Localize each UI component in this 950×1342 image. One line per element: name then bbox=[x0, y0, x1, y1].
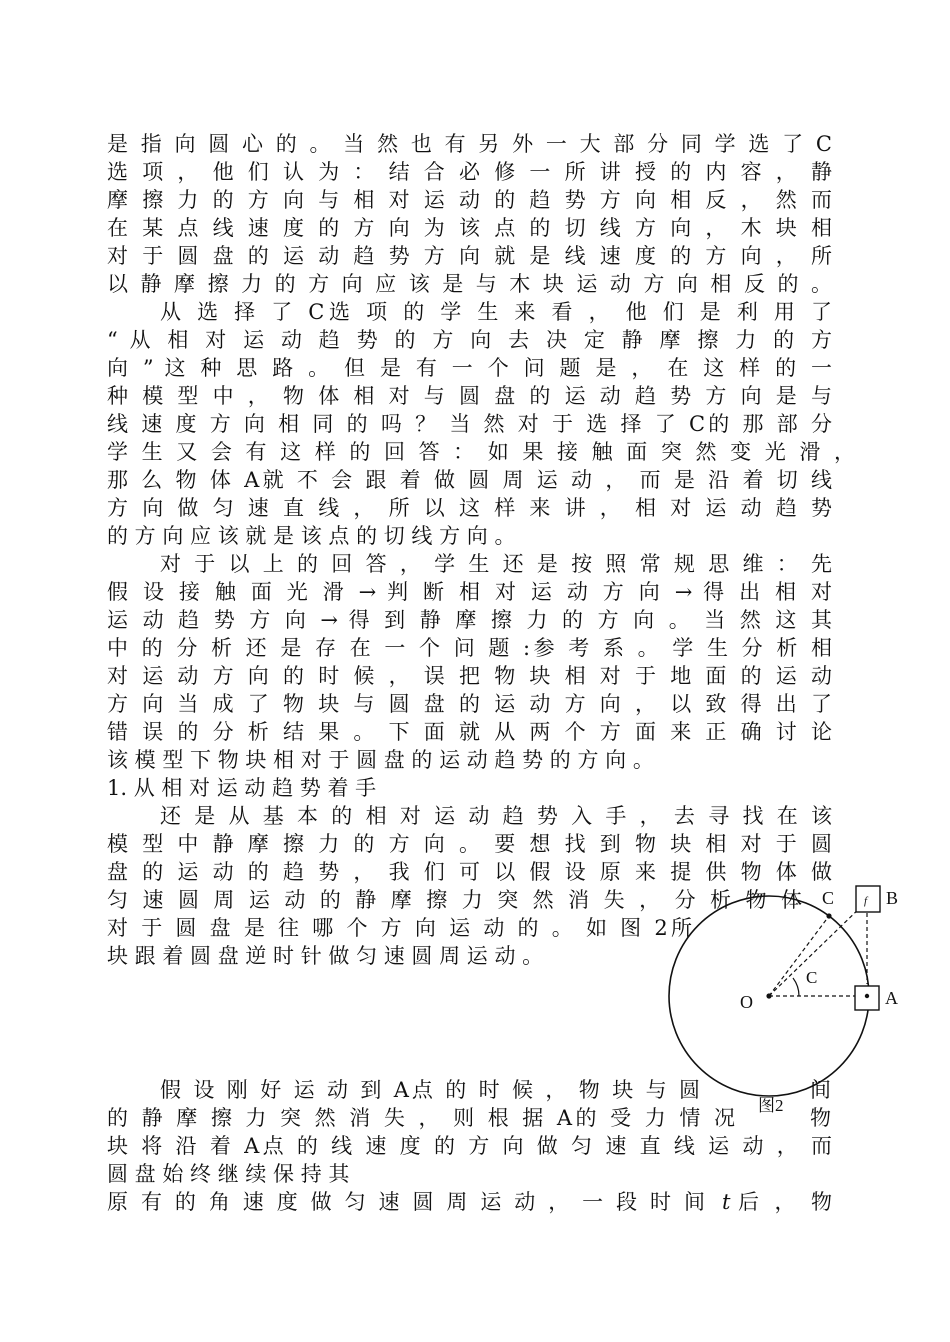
label-o: O bbox=[740, 992, 753, 1012]
point-a bbox=[865, 994, 869, 998]
paragraph-line: 对 于 圆 盘 的 运 动 趋 势 方 向 就 是 线 速 度 的 方 向 ， 所 bbox=[107, 244, 832, 268]
label-b: B bbox=[886, 888, 899, 908]
paragraph-line: 的 方 向 应 该 就 是 该 点 的 切 线 方 向 。 bbox=[107, 524, 516, 548]
paragraph-line: 盘 的 运 动 的 趋 势 ， 我 们 可 以 假 设 原 来 提 供 物 体 做 bbox=[107, 860, 832, 884]
figure-caption: 图2 bbox=[758, 1096, 784, 1115]
section-heading: 1. 从 相 对 运 动 趋 势 着 手 bbox=[107, 776, 377, 800]
paragraph-line: 那 么 物 体 A就 不 会 跟 着 做 圆 周 运 动 ， 而 是 沿 着 切 线 bbox=[107, 468, 832, 492]
block-b bbox=[856, 886, 880, 912]
paragraph-line: 对 运 动 方 向 的 时 候 ， 误 把 物 块 相 对 于 地 面 的 运 动 bbox=[107, 664, 832, 688]
paragraph-line: 学 生 又 会 有 这 样 的 回 答 ： 如 果 接 触 面 突 然 变 光 滑 ， bbox=[107, 440, 855, 464]
paragraph-line: 是 指 向 圆 心 的 。 当 然 也 有 另 外 一 大 部 分 同 学 选 了 C bbox=[107, 132, 832, 156]
paragraph-line: 原 有 的 角 速 度 做 匀 速 圆 周 运 动 ， 一 段 时 间 bbox=[107, 1190, 705, 1214]
paragraph-line: 选 项 ， 他 们 认 为 ： 结 合 必 修 一 所 讲 授 的 内 容 ， 静 bbox=[107, 160, 832, 184]
paragraph-line: 匀 速 圆 周 运 动 的 静 摩 擦 力 突 然 消 失 ， 分 析 物 体 bbox=[107, 888, 802, 912]
paragraph-line: 该 模 型 下 物 块 相 对 于 圆 盘 的 运 动 趋 势 的 方 向 。 bbox=[107, 748, 654, 772]
paragraph-line: 方 向 当 成 了 物 块 与 圆 盘 的 运 动 方 向 ， 以 致 得 出 了 bbox=[107, 692, 832, 716]
radius-ob bbox=[769, 901, 867, 996]
radius-oc bbox=[769, 916, 829, 996]
label-f: f bbox=[864, 895, 868, 907]
paragraph-line: 假 设 接 触 面 光 滑 → 判 断 相 对 运 动 方 向 → 得 出 相 对 bbox=[107, 580, 832, 604]
label-angle: C bbox=[806, 968, 818, 987]
paragraph-line: 对 于 圆 盘 是 往 哪 个 方 向 运 动 的 。 如 图 2所 bbox=[107, 916, 692, 940]
paragraph-line: 以 静 摩 擦 力 的 方 向 应 该 是 与 木 块 运 动 方 向 相 反 的 。 bbox=[107, 272, 832, 296]
paragraph-line: 圆 盘 始 终 继 续 保 持 其 bbox=[107, 1162, 350, 1186]
angle-arc bbox=[793, 978, 799, 996]
paragraph-line: 向 ” 这 种 思 路 。 但 是 有 一 个 问 题 是 ， 在 这 样 的 一 bbox=[107, 356, 832, 380]
paragraph-line: 错 误 的 分 析 结 果 。 下 面 就 从 两 个 方 面 来 正 确 讨 论 bbox=[107, 720, 832, 744]
label-c: C bbox=[822, 888, 835, 908]
center-point bbox=[766, 993, 771, 998]
paragraph-line: 还 是 从 基 本 的 相 对 运 动 趋 势 入 手 ， 去 寻 找 在 该 bbox=[160, 804, 832, 828]
point-c bbox=[826, 913, 831, 918]
paragraph-line-fragment: 间 bbox=[810, 1078, 831, 1102]
paragraph-line: 的 静 摩 擦 力 突 然 消 失 ， 则 根 据 A的 受 力 情 况 bbox=[107, 1106, 735, 1130]
circle-diagram bbox=[665, 875, 915, 1125]
paragraph-line: 假 设 刚 好 运 动 到 A点 的 时 候 ， 物 块 与 圆 bbox=[160, 1078, 700, 1102]
paragraph-line: 模 型 中 静 摩 擦 力 的 方 向 。 要 想 找 到 物 块 相 对 于 圆 bbox=[107, 832, 832, 856]
paragraph-line: 块 将 沿 着 A点 的 线 速 度 的 方 向 做 匀 速 直 线 运 动 ， 而 bbox=[107, 1134, 832, 1158]
variable-t: t bbox=[722, 1190, 731, 1214]
paragraph-line-fragment: 物 bbox=[810, 1106, 831, 1130]
paragraph-line: 方 向 做 匀 速 直 线 ， 所 以 这 样 来 讲 ， 相 对 运 动 趋 势 bbox=[107, 496, 832, 520]
paragraph-line: 块 跟 着 圆 盘 逆 时 针 做 匀 速 圆 周 运 动 。 bbox=[107, 944, 544, 968]
paragraph-line-fragment: 后 ， 物 bbox=[738, 1190, 832, 1214]
paragraph-line: 摩 擦 力 的 方 向 与 相 对 运 动 的 趋 势 方 向 相 反 ， 然 而 bbox=[107, 188, 832, 212]
paragraph-line: 在 某 点 线 速 度 的 方 向 为 该 点 的 切 线 方 向 ， 木 块 相 bbox=[107, 216, 832, 240]
label-a: A bbox=[885, 988, 898, 1008]
paragraph-line: 从 选 择 了 C选 项 的 学 生 来 看 ， 他 们 是 利 用 了 bbox=[160, 300, 832, 324]
paragraph-line: 中 的 分 析 还 是 存 在 一 个 问 题 :参 考 系 。 学 生 分 析 相 bbox=[107, 636, 832, 660]
paragraph-line: 种 模 型 中 ， 物 体 相 对 与 圆 盘 的 运 动 趋 势 方 向 是 与 bbox=[107, 384, 832, 408]
paragraph-line: 对 于 以 上 的 回 答 ， 学 生 还 是 按 照 常 规 思 维 ： 先 bbox=[160, 552, 832, 576]
paragraph-line: 线 速 度 方 向 相 同 的 吗 ？ 当 然 对 于 选 择 了 C的 那 部 分 bbox=[107, 412, 832, 436]
paragraph-line: 运 动 趋 势 方 向 → 得 到 静 摩 擦 力 的 方 向 。 当 然 这 其 bbox=[107, 608, 832, 632]
paragraph-line: “ 从 相 对 运 动 趋 势 的 方 向 去 决 定 静 摩 擦 力 的 方 bbox=[107, 328, 832, 352]
